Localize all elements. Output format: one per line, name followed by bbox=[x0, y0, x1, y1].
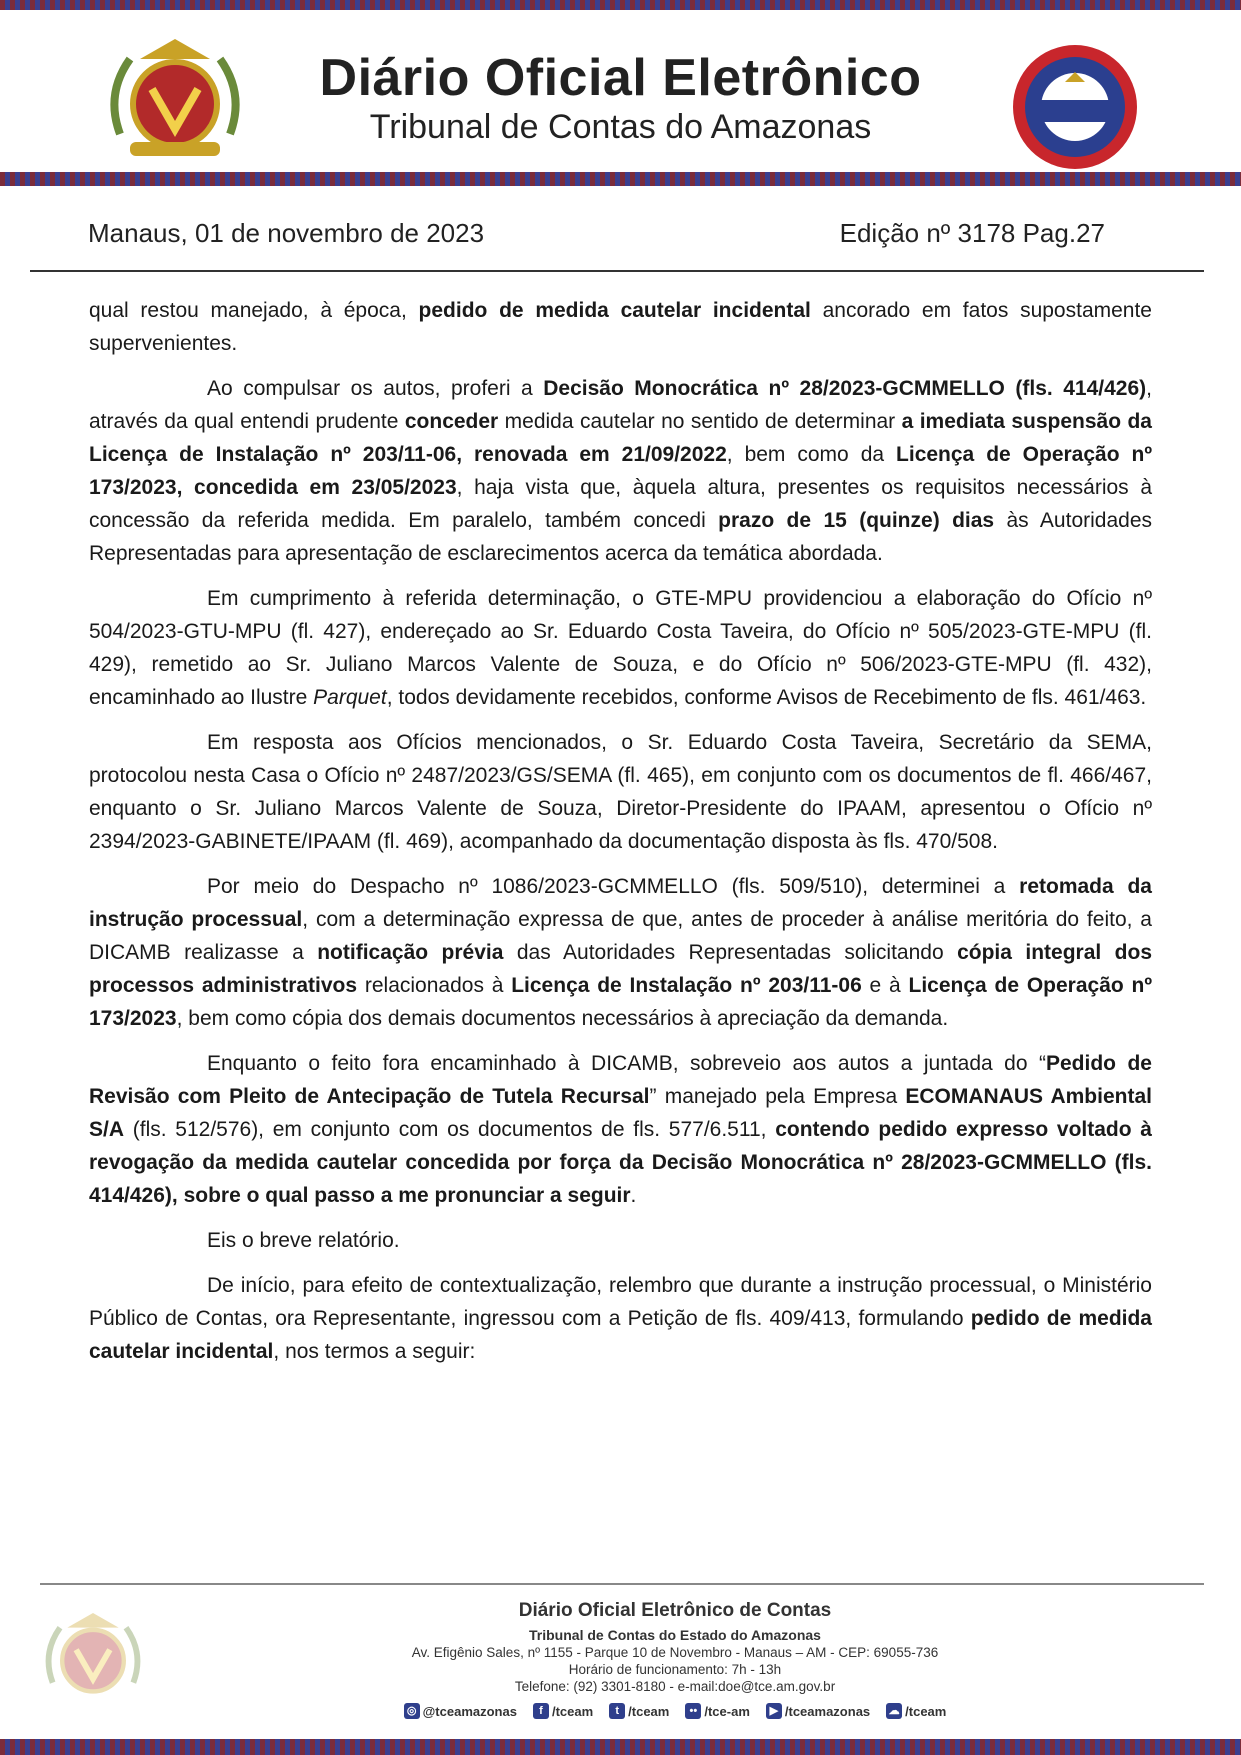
header-decorative-stripe bbox=[0, 172, 1241, 186]
body-paragraph bbox=[89, 372, 1152, 570]
page-header bbox=[0, 0, 1241, 170]
facebook-icon: f bbox=[533, 1703, 549, 1719]
text-run: ” manejado pela Empresa bbox=[649, 1085, 906, 1108]
twitter-icon: t bbox=[609, 1703, 625, 1719]
body-paragraph bbox=[89, 1224, 1152, 1257]
bold-text: Licença de Instalação nº 203/11-06 bbox=[511, 974, 862, 997]
place-date: Manaus, 01 de novembro de 2023 bbox=[88, 218, 485, 248]
bold-text: contendo pedido expresso voltado à revogação da medida cautelar concedida por força da Decisão Monocrática nº 28/2023-GCMMELLO (fls. 414/426), sobre o qual passo a me pronunciar a seguir bbox=[89, 1118, 1152, 1207]
bold-text: retomada da instrução processual bbox=[89, 875, 1152, 931]
text-run: Em resposta aos Ofícios mencionados, o Sr. Eduardo Costa Taveira, Secretário da SEMA, protocolou nesta Casa o Ofício nº 2487/2023/GS/SEMA (fl. 465), em conjunto com os documentos de fl. 466/467, enquanto o Sr. Juliano Marcos Valente de Souza, Diretor-Presidente do IPAAM, apresentou o Ofício nº 2394/2023-GABINETE/IPAAM (fl. 469), acompanhado da documentação disposta às fls. 470/508. bbox=[89, 731, 1152, 853]
edition-page: Edição nº 3178 Pag.27 bbox=[839, 218, 1105, 248]
footer-contact: Telefone: (92) 3301-8180 - e-mail:doe@tce.am.gov.br bbox=[514, 1679, 836, 1694]
social-link-label: /tceam bbox=[905, 1703, 947, 1719]
footer-title: Diário Oficial Eletrônico de Contas bbox=[518, 1600, 832, 1621]
bold-text: notificação prévia bbox=[317, 941, 504, 964]
social-link[interactable] bbox=[766, 1703, 870, 1719]
text-run: . bbox=[630, 1184, 637, 1207]
text-run: Por meio do Despacho nº 1086/2023-GCMMELLO (fls. 509/510), determinei a bbox=[207, 875, 1020, 898]
text-run: das Autoridades Representadas solicitando bbox=[503, 941, 958, 964]
text-run: , nos termos a seguir: bbox=[273, 1340, 476, 1363]
header-rule bbox=[30, 270, 1204, 272]
text-run: relacionados à bbox=[357, 974, 512, 997]
bold-text: prazo de 15 (quinze) dias bbox=[718, 509, 995, 532]
body-paragraph bbox=[89, 582, 1152, 714]
social-link[interactable] bbox=[533, 1703, 593, 1719]
social-links bbox=[330, 1703, 1020, 1719]
social-link[interactable] bbox=[404, 1703, 517, 1719]
document-body bbox=[89, 294, 1152, 1380]
flickr-icon: •• bbox=[685, 1703, 701, 1719]
bold-text: Licença de Operação nº 173/2023 bbox=[89, 974, 1152, 1030]
footer-address: Av. Efigênio Sales, nº 1155 - Parque 10 de Novembro - Manaus – AM - CEP: 69055-736 bbox=[411, 1645, 939, 1660]
footer-rule bbox=[40, 1583, 1204, 1585]
footer-org: Tribunal de Contas do Estado do Amazonas bbox=[529, 1627, 821, 1643]
social-link-label: /tceam bbox=[628, 1703, 670, 1719]
text-run: , haja vista que, àquela altura, presentes os requisitos necessários à concessão da referida medida. Em paralelo, também concedi bbox=[89, 476, 1152, 532]
text-run: Enquanto o feito fora encaminhado à DICAMB, sobreveio aos autos a juntada do “ bbox=[207, 1052, 1046, 1075]
social-link-label: /tceamazonas bbox=[784, 1703, 871, 1719]
text-run: ancorado em fatos supostamente supervenientes. bbox=[89, 299, 1152, 355]
body-paragraph bbox=[89, 726, 1152, 858]
footer-watermark-logo bbox=[38, 1598, 148, 1716]
text-run: De início, para efeito de contextualização, relembro que durante a instrução processual, o Ministério Público de Contas, ora Representante, ingressou com a Petição de fls. 409/413, formulando bbox=[89, 1274, 1152, 1330]
bold-text: ECOMANAUS Ambiental S/A bbox=[89, 1085, 1152, 1141]
bold-text: pedido de medida cautelar incidental bbox=[89, 1307, 1152, 1363]
text-run: Ao compulsar os autos, proferi a bbox=[207, 377, 544, 400]
bottom-decorative-stripe bbox=[0, 1739, 1241, 1755]
text-run: , bem como cópia dos demais documentos necessários à apreciação da demanda. bbox=[176, 1007, 949, 1030]
social-link-label: @tceamazonas bbox=[422, 1703, 517, 1719]
text-run: , bem como da bbox=[726, 443, 897, 466]
social-link-label: /tceam bbox=[551, 1703, 594, 1719]
instagram-icon: ◎ bbox=[404, 1703, 420, 1719]
bold-text: cópia integral dos processos administrativos bbox=[89, 941, 1152, 997]
text-run: , todos devidamente recebidos, conforme Avisos de Recebimento de fls. 461/463. bbox=[386, 686, 1147, 709]
social-link-label: /tce-am bbox=[704, 1703, 750, 1719]
newspaper-subtitle: Tribunal de Contas do Amazonas bbox=[369, 108, 872, 146]
footer-hours: Horário de funcionamento: 7h - 13h bbox=[568, 1662, 782, 1677]
social-link[interactable] bbox=[609, 1703, 669, 1719]
body-paragraph bbox=[89, 1269, 1152, 1368]
text-run: Eis o breve relatório. bbox=[207, 1229, 400, 1252]
body-paragraph bbox=[89, 870, 1152, 1035]
social-link[interactable] bbox=[886, 1703, 946, 1719]
bold-text: pedido de medida cautelar incidental bbox=[418, 299, 811, 322]
text-run: qual restou manejado, à época, bbox=[89, 299, 419, 322]
bold-text: Decisão Monocrática nº 28/2023-GCMMELLO (fls. 414/426) bbox=[543, 377, 1147, 400]
body-paragraph bbox=[89, 1047, 1152, 1212]
text-run: (fls. 512/576), em conjunto com os documentos de fls. 577/6.511, bbox=[124, 1118, 776, 1141]
text-run: medida cautelar no sentido de determinar bbox=[498, 410, 902, 433]
youtube-icon: ▶ bbox=[766, 1703, 782, 1719]
bold-text: conceder bbox=[404, 410, 499, 433]
social-link[interactable] bbox=[685, 1703, 750, 1719]
bold-text: Licença de Operação nº 173/2023, concedida em 23/05/2023 bbox=[89, 443, 1153, 499]
body-paragraph bbox=[89, 294, 1152, 360]
text-run: , com a determinação expressa de que, antes de proceder à análise meritória do feito, a DICAMB realizasse a bbox=[89, 908, 1152, 964]
text-run: e à bbox=[861, 974, 909, 997]
bold-text: a imediata suspensão da Licença de Instalação nº 203/11-06, renovada em 21/09/2022 bbox=[89, 410, 1152, 466]
soundcloud-icon: ☁ bbox=[886, 1703, 902, 1719]
text-run: às Autoridades Representadas para apresentação de esclarecimentos acerca da temática abordada. bbox=[89, 509, 1152, 565]
certification-seal bbox=[1010, 42, 1140, 172]
text-run: Em cumprimento à referida determinação, o GTE-MPU providenciou a elaboração do Ofício nº 504/2023-GTU-MPU (fl. 427), endereçado ao Sr. Eduardo Costa Taveira, do Ofício nº 505/2023-GTE-MPU (fl. 429), remetido ao Sr. Juliano Marcos Valente de Souza, e do Ofício nº 506/2023-GTE-MPU (fl. 432), encaminhado ao Ilustre bbox=[89, 587, 1152, 709]
bold-text: Pedido de Revisão com Pleito de Antecipação de Tutela Recursal bbox=[89, 1052, 1152, 1108]
text-run: , através da qual entendi prudente bbox=[89, 377, 1153, 433]
newspaper-title: Diário Oficial Eletrônico bbox=[319, 49, 922, 107]
italic-text: Parquet bbox=[313, 686, 387, 709]
footer-info bbox=[330, 1600, 1020, 1719]
